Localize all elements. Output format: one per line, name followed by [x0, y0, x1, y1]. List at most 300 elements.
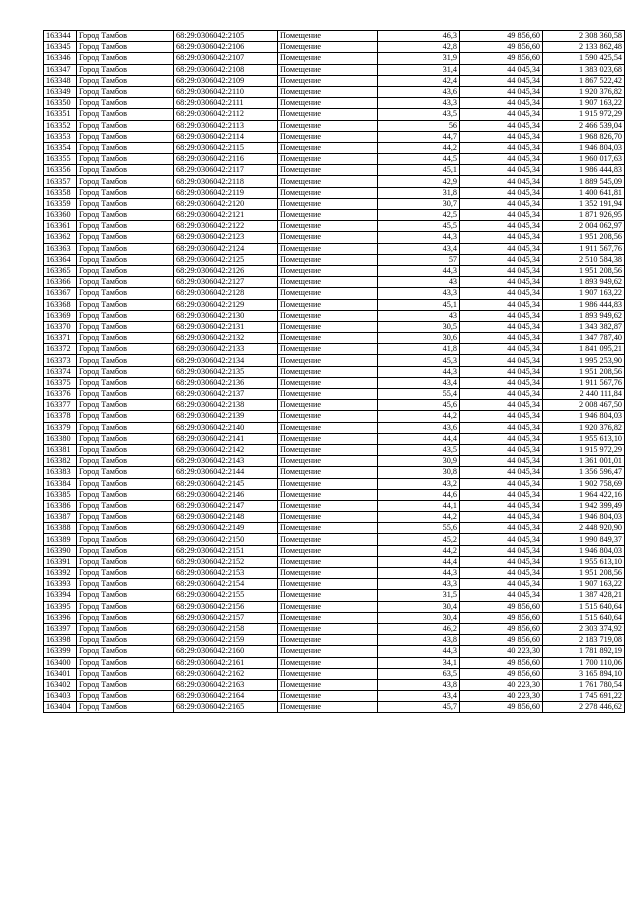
cadastral-number-cell: 68:29:0306042:2114 [174, 131, 278, 142]
area-value-cell: 42,5 [378, 210, 460, 221]
table-row [44, 232, 625, 243]
object-type-cell: Помещение [278, 154, 378, 165]
city-name-cell: Город Тамбов [77, 210, 174, 221]
area-value-cell: 42,4 [378, 75, 460, 86]
city-name-cell: Город Тамбов [77, 142, 174, 153]
cadastral-number-cell: 68:29:0306042:2134 [174, 355, 278, 366]
unit-price-cell: 44 045,34 [460, 489, 543, 500]
object-type-cell: Помещение [278, 489, 378, 500]
row-number-cell: 163352 [44, 120, 77, 131]
property-table-body [44, 31, 625, 713]
table-row [44, 444, 625, 455]
table-row [44, 355, 625, 366]
cadastral-value-cell: 1 590 425,54 [543, 53, 625, 64]
cadastral-value-cell: 1 871 926,95 [543, 210, 625, 221]
row-number-cell: 163379 [44, 422, 77, 433]
table-row [44, 545, 625, 556]
city-name-cell: Город Тамбов [77, 579, 174, 590]
area-value-cell: 44,1 [378, 500, 460, 511]
unit-price-cell: 44 045,34 [460, 366, 543, 377]
object-type-cell: Помещение [278, 478, 378, 489]
row-number-cell: 163378 [44, 411, 77, 422]
area-value-cell: 44,5 [378, 154, 460, 165]
object-type-cell: Помещение [278, 411, 378, 422]
object-type-cell: Помещение [278, 299, 378, 310]
unit-price-cell: 40 223,30 [460, 679, 543, 690]
city-name-cell: Город Тамбов [77, 657, 174, 668]
object-type-cell: Помещение [278, 500, 378, 511]
cadastral-number-cell: 68:29:0306042:2121 [174, 210, 278, 221]
object-type-cell: Помещение [278, 456, 378, 467]
table-row [44, 109, 625, 120]
area-value-cell: 44,2 [378, 512, 460, 523]
city-name-cell: Город Тамбов [77, 98, 174, 109]
unit-price-cell: 40 223,30 [460, 691, 543, 702]
cadastral-value-cell: 1 955 613,10 [543, 556, 625, 567]
object-type-cell: Помещение [278, 321, 378, 332]
cadastral-value-cell: 1 889 545,09 [543, 176, 625, 187]
unit-price-cell: 49 856,60 [460, 623, 543, 634]
unit-price-cell: 44 045,34 [460, 109, 543, 120]
cadastral-number-cell: 68:29:0306042:2128 [174, 288, 278, 299]
row-number-cell: 163394 [44, 590, 77, 601]
row-number-cell: 163383 [44, 467, 77, 478]
object-type-cell: Помещение [278, 333, 378, 344]
city-name-cell: Город Тамбов [77, 500, 174, 511]
unit-price-cell: 44 045,34 [460, 500, 543, 511]
object-type-cell: Помещение [278, 545, 378, 556]
row-number-cell: 163377 [44, 400, 77, 411]
city-name-cell: Город Тамбов [77, 590, 174, 601]
cadastral-number-cell: 68:29:0306042:2132 [174, 333, 278, 344]
area-value-cell: 44,4 [378, 556, 460, 567]
area-value-cell: 44,3 [378, 646, 460, 657]
table-row [44, 53, 625, 64]
cadastral-number-cell: 68:29:0306042:2152 [174, 556, 278, 567]
area-value-cell: 30,5 [378, 321, 460, 332]
cadastral-number-cell: 68:29:0306042:2165 [174, 702, 278, 713]
city-name-cell: Город Тамбов [77, 288, 174, 299]
table-row [44, 221, 625, 232]
object-type-cell: Помещение [278, 53, 378, 64]
object-type-cell: Помещение [278, 579, 378, 590]
object-type-cell: Помещение [278, 623, 378, 634]
unit-price-cell: 44 045,34 [460, 64, 543, 75]
area-value-cell: 43,6 [378, 86, 460, 97]
row-number-cell: 163402 [44, 679, 77, 690]
table-row [44, 702, 625, 713]
object-type-cell: Помещение [278, 232, 378, 243]
area-value-cell: 43,3 [378, 288, 460, 299]
cadastral-number-cell: 68:29:0306042:2115 [174, 142, 278, 153]
area-value-cell: 43,8 [378, 679, 460, 690]
city-name-cell: Город Тамбов [77, 109, 174, 120]
table-row [44, 568, 625, 579]
cadastral-number-cell: 68:29:0306042:2108 [174, 64, 278, 75]
unit-price-cell: 44 045,34 [460, 254, 543, 265]
cadastral-value-cell: 1 951 208,56 [543, 232, 625, 243]
area-value-cell: 45,7 [378, 702, 460, 713]
table-row [44, 668, 625, 679]
cadastral-value-cell: 1 400 641,81 [543, 187, 625, 198]
table-row [44, 389, 625, 400]
city-name-cell: Город Тамбов [77, 53, 174, 64]
area-value-cell: 31,5 [378, 590, 460, 601]
cadastral-value-cell: 1 761 780,54 [543, 679, 625, 690]
object-type-cell: Помещение [278, 590, 378, 601]
cadastral-value-cell: 1 361 001,01 [543, 456, 625, 467]
table-row [44, 210, 625, 221]
area-value-cell: 43,5 [378, 109, 460, 120]
unit-price-cell: 44 045,34 [460, 131, 543, 142]
area-value-cell: 43,2 [378, 478, 460, 489]
cadastral-value-cell: 1 893 949,62 [543, 310, 625, 321]
cadastral-number-cell: 68:29:0306042:2106 [174, 42, 278, 53]
cadastral-value-cell: 2 303 374,92 [543, 623, 625, 634]
row-number-cell: 163388 [44, 523, 77, 534]
city-name-cell: Город Тамбов [77, 221, 174, 232]
cadastral-number-cell: 68:29:0306042:2145 [174, 478, 278, 489]
cadastral-value-cell: 1 942 399,49 [543, 500, 625, 511]
row-number-cell: 163395 [44, 601, 77, 612]
city-name-cell: Город Тамбов [77, 86, 174, 97]
cadastral-value-cell: 1 515 640,64 [543, 601, 625, 612]
unit-price-cell: 44 045,34 [460, 165, 543, 176]
cadastral-number-cell: 68:29:0306042:2151 [174, 545, 278, 556]
area-value-cell: 43,4 [378, 243, 460, 254]
object-type-cell: Помещение [278, 601, 378, 612]
table-row [44, 75, 625, 86]
area-value-cell: 43 [378, 277, 460, 288]
cadastral-number-cell: 68:29:0306042:2126 [174, 265, 278, 276]
table-row [44, 411, 625, 422]
cadastral-value-cell: 2 510 584,38 [543, 254, 625, 265]
cadastral-number-cell: 68:29:0306042:2120 [174, 198, 278, 209]
city-name-cell: Город Тамбов [77, 679, 174, 690]
object-type-cell: Помещение [278, 120, 378, 131]
table-row [44, 254, 625, 265]
cadastral-value-cell: 1 700 110,06 [543, 657, 625, 668]
city-name-cell: Город Тамбов [77, 422, 174, 433]
object-type-cell: Помещение [278, 176, 378, 187]
unit-price-cell: 44 045,34 [460, 120, 543, 131]
cadastral-value-cell: 1 911 567,76 [543, 243, 625, 254]
row-number-cell: 163370 [44, 321, 77, 332]
cadastral-value-cell: 1 907 163,22 [543, 579, 625, 590]
row-number-cell: 163362 [44, 232, 77, 243]
city-name-cell: Город Тамбов [77, 366, 174, 377]
city-name-cell: Город Тамбов [77, 691, 174, 702]
object-type-cell: Помещение [278, 433, 378, 444]
table-row [44, 154, 625, 165]
row-number-cell: 163396 [44, 612, 77, 623]
row-number-cell: 163374 [44, 366, 77, 377]
cadastral-value-cell: 2 308 360,58 [543, 31, 625, 42]
area-value-cell: 30,8 [378, 467, 460, 478]
area-value-cell: 44,6 [378, 489, 460, 500]
unit-price-cell: 44 045,34 [460, 512, 543, 523]
table-row [44, 333, 625, 344]
cadastral-number-cell: 68:29:0306042:2112 [174, 109, 278, 120]
object-type-cell: Помещение [278, 523, 378, 534]
area-value-cell: 44,3 [378, 568, 460, 579]
city-name-cell: Город Тамбов [77, 534, 174, 545]
area-value-cell: 45,1 [378, 299, 460, 310]
city-name-cell: Город Тамбов [77, 355, 174, 366]
cadastral-value-cell: 1 920 376,82 [543, 86, 625, 97]
row-number-cell: 163380 [44, 433, 77, 444]
table-row [44, 478, 625, 489]
cadastral-number-cell: 68:29:0306042:2148 [174, 512, 278, 523]
city-name-cell: Город Тамбов [77, 478, 174, 489]
city-name-cell: Город Тамбов [77, 31, 174, 42]
cadastral-number-cell: 68:29:0306042:2160 [174, 646, 278, 657]
unit-price-cell: 44 045,34 [460, 400, 543, 411]
area-value-cell: 31,4 [378, 64, 460, 75]
row-number-cell: 163350 [44, 98, 77, 109]
area-value-cell: 30,6 [378, 333, 460, 344]
cadastral-number-cell: 68:29:0306042:2133 [174, 344, 278, 355]
unit-price-cell: 44 045,34 [460, 590, 543, 601]
unit-price-cell: 44 045,34 [460, 277, 543, 288]
row-number-cell: 163345 [44, 42, 77, 53]
unit-price-cell: 44 045,34 [460, 333, 543, 344]
area-value-cell: 44,3 [378, 232, 460, 243]
table-row [44, 142, 625, 153]
city-name-cell: Город Тамбов [77, 568, 174, 579]
city-name-cell: Город Тамбов [77, 277, 174, 288]
cadastral-number-cell: 68:29:0306042:2109 [174, 75, 278, 86]
object-type-cell: Помещение [278, 210, 378, 221]
row-number-cell: 163364 [44, 254, 77, 265]
table-row [44, 120, 625, 131]
table-row [44, 176, 625, 187]
object-type-cell: Помещение [278, 691, 378, 702]
area-value-cell: 44,7 [378, 131, 460, 142]
table-row [44, 344, 625, 355]
object-type-cell: Помещение [278, 98, 378, 109]
cadastral-value-cell: 1 995 253,90 [543, 355, 625, 366]
area-value-cell: 44,3 [378, 366, 460, 377]
table-row [44, 321, 625, 332]
city-name-cell: Город Тамбов [77, 265, 174, 276]
cadastral-value-cell: 1 867 522,42 [543, 75, 625, 86]
cadastral-number-cell: 68:29:0306042:2122 [174, 221, 278, 232]
object-type-cell: Помещение [278, 75, 378, 86]
cadastral-number-cell: 68:29:0306042:2140 [174, 422, 278, 433]
cadastral-value-cell: 1 347 787,40 [543, 333, 625, 344]
cadastral-number-cell: 68:29:0306042:2154 [174, 579, 278, 590]
area-value-cell: 63,5 [378, 668, 460, 679]
city-name-cell: Город Тамбов [77, 556, 174, 567]
area-value-cell: 31,8 [378, 187, 460, 198]
unit-price-cell: 44 045,34 [460, 299, 543, 310]
table-row [44, 265, 625, 276]
object-type-cell: Помещение [278, 142, 378, 153]
property-table [43, 30, 625, 713]
area-value-cell: 43,3 [378, 98, 460, 109]
cadastral-number-cell: 68:29:0306042:2105 [174, 31, 278, 42]
row-number-cell: 163351 [44, 109, 77, 120]
row-number-cell: 163382 [44, 456, 77, 467]
cadastral-value-cell: 1 383 023,68 [543, 64, 625, 75]
row-number-cell: 163344 [44, 31, 77, 42]
object-type-cell: Помещение [278, 668, 378, 679]
table-row [44, 422, 625, 433]
cadastral-number-cell: 68:29:0306042:2119 [174, 187, 278, 198]
table-row [44, 64, 625, 75]
city-name-cell: Город Тамбов [77, 400, 174, 411]
cadastral-value-cell: 1 946 804,03 [543, 411, 625, 422]
cadastral-value-cell: 1 515 640,64 [543, 612, 625, 623]
table-row [44, 467, 625, 478]
area-value-cell: 30,7 [378, 198, 460, 209]
row-number-cell: 163361 [44, 221, 77, 232]
cadastral-value-cell: 2 466 539,04 [543, 120, 625, 131]
cadastral-number-cell: 68:29:0306042:2143 [174, 456, 278, 467]
cadastral-value-cell: 1 986 444,83 [543, 165, 625, 176]
table-row [44, 691, 625, 702]
row-number-cell: 163357 [44, 176, 77, 187]
unit-price-cell: 44 045,34 [460, 243, 543, 254]
object-type-cell: Помещение [278, 310, 378, 321]
city-name-cell: Город Тамбов [77, 299, 174, 310]
cadastral-number-cell: 68:29:0306042:2164 [174, 691, 278, 702]
table-row [44, 86, 625, 97]
cadastral-value-cell: 1 915 972,29 [543, 109, 625, 120]
object-type-cell: Помещение [278, 221, 378, 232]
row-number-cell: 163355 [44, 154, 77, 165]
unit-price-cell: 44 045,34 [460, 142, 543, 153]
row-number-cell: 163349 [44, 86, 77, 97]
area-value-cell: 43 [378, 310, 460, 321]
city-name-cell: Город Тамбов [77, 668, 174, 679]
cadastral-value-cell: 1 841 095,21 [543, 344, 625, 355]
unit-price-cell: 44 045,34 [460, 523, 543, 534]
document-page [43, 30, 624, 713]
cadastral-value-cell: 2 440 111,84 [543, 389, 625, 400]
city-name-cell: Город Тамбов [77, 75, 174, 86]
cadastral-number-cell: 68:29:0306042:2138 [174, 400, 278, 411]
unit-price-cell: 44 045,34 [460, 154, 543, 165]
object-type-cell: Помещение [278, 702, 378, 713]
area-value-cell: 43,3 [378, 579, 460, 590]
cadastral-number-cell: 68:29:0306042:2124 [174, 243, 278, 254]
row-number-cell: 163347 [44, 64, 77, 75]
row-number-cell: 163369 [44, 310, 77, 321]
table-row [44, 590, 625, 601]
row-number-cell: 163360 [44, 210, 77, 221]
object-type-cell: Помещение [278, 254, 378, 265]
row-number-cell: 163403 [44, 691, 77, 702]
city-name-cell: Город Тамбов [77, 377, 174, 388]
area-value-cell: 43,6 [378, 422, 460, 433]
unit-price-cell: 44 045,34 [460, 265, 543, 276]
cadastral-value-cell: 1 946 804,03 [543, 142, 625, 153]
city-name-cell: Город Тамбов [77, 523, 174, 534]
table-row [44, 31, 625, 42]
object-type-cell: Помещение [278, 512, 378, 523]
row-number-cell: 163372 [44, 344, 77, 355]
cadastral-number-cell: 68:29:0306042:2153 [174, 568, 278, 579]
cadastral-value-cell: 1 915 972,29 [543, 444, 625, 455]
object-type-cell: Помещение [278, 444, 378, 455]
cadastral-value-cell: 1 920 376,82 [543, 422, 625, 433]
row-number-cell: 163365 [44, 265, 77, 276]
area-value-cell: 44,2 [378, 411, 460, 422]
row-number-cell: 163366 [44, 277, 77, 288]
unit-price-cell: 44 045,34 [460, 98, 543, 109]
cadastral-number-cell: 68:29:0306042:2156 [174, 601, 278, 612]
cadastral-number-cell: 68:29:0306042:2158 [174, 623, 278, 634]
unit-price-cell: 44 045,34 [460, 467, 543, 478]
area-value-cell: 43,5 [378, 444, 460, 455]
city-name-cell: Город Тамбов [77, 467, 174, 478]
unit-price-cell: 49 856,60 [460, 635, 543, 646]
city-name-cell: Город Тамбов [77, 154, 174, 165]
area-value-cell: 42,8 [378, 42, 460, 53]
unit-price-cell: 44 045,34 [460, 210, 543, 221]
cadastral-value-cell: 1 990 849,37 [543, 534, 625, 545]
table-row [44, 601, 625, 612]
object-type-cell: Помещение [278, 86, 378, 97]
unit-price-cell: 49 856,60 [460, 612, 543, 623]
object-type-cell: Помещение [278, 277, 378, 288]
row-number-cell: 163404 [44, 702, 77, 713]
row-number-cell: 163384 [44, 478, 77, 489]
cadastral-number-cell: 68:29:0306042:2111 [174, 98, 278, 109]
area-value-cell: 45,6 [378, 400, 460, 411]
cadastral-number-cell: 68:29:0306042:2139 [174, 411, 278, 422]
unit-price-cell: 44 045,34 [460, 422, 543, 433]
unit-price-cell: 44 045,34 [460, 86, 543, 97]
unit-price-cell: 44 045,34 [460, 310, 543, 321]
unit-price-cell: 44 045,34 [460, 377, 543, 388]
row-number-cell: 163399 [44, 646, 77, 657]
table-row [44, 500, 625, 511]
table-row [44, 433, 625, 444]
city-name-cell: Город Тамбов [77, 456, 174, 467]
row-number-cell: 163348 [44, 75, 77, 86]
area-value-cell: 30,9 [378, 456, 460, 467]
cadastral-number-cell: 68:29:0306042:2155 [174, 590, 278, 601]
area-value-cell: 34,1 [378, 657, 460, 668]
unit-price-cell: 44 045,34 [460, 187, 543, 198]
unit-price-cell: 44 045,34 [460, 433, 543, 444]
row-number-cell: 163368 [44, 299, 77, 310]
cadastral-number-cell: 68:29:0306042:2129 [174, 299, 278, 310]
table-row [44, 612, 625, 623]
cadastral-number-cell: 68:29:0306042:2117 [174, 165, 278, 176]
cadastral-value-cell: 1 964 422,16 [543, 489, 625, 500]
cadastral-value-cell: 1 946 804,03 [543, 512, 625, 523]
table-row [44, 377, 625, 388]
table-row [44, 635, 625, 646]
row-number-cell: 163393 [44, 579, 77, 590]
cadastral-value-cell: 2 183 719,08 [543, 635, 625, 646]
object-type-cell: Помещение [278, 42, 378, 53]
area-value-cell: 55,6 [378, 523, 460, 534]
row-number-cell: 163398 [44, 635, 77, 646]
row-number-cell: 163390 [44, 545, 77, 556]
area-value-cell: 45,5 [378, 221, 460, 232]
cadastral-number-cell: 68:29:0306042:2150 [174, 534, 278, 545]
city-name-cell: Город Тамбов [77, 601, 174, 612]
cadastral-number-cell: 68:29:0306042:2163 [174, 679, 278, 690]
cadastral-value-cell: 1 986 444,83 [543, 299, 625, 310]
cadastral-number-cell: 68:29:0306042:2141 [174, 433, 278, 444]
row-number-cell: 163385 [44, 489, 77, 500]
